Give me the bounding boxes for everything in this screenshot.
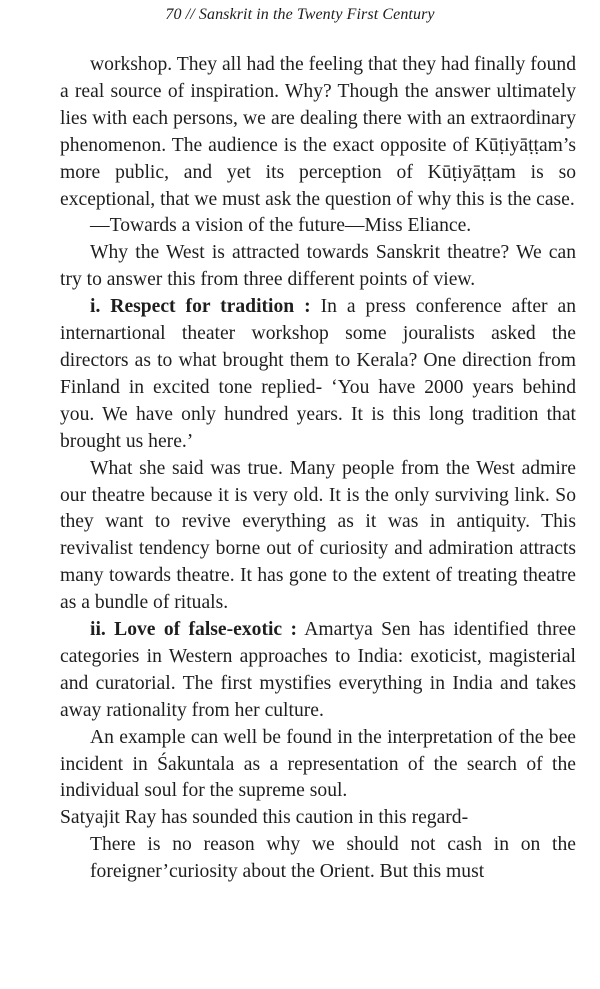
paragraph-question: Why the West is attracted towards Sanskrit theatre? We can try to answer this from three different points of view. — [60, 242, 576, 291]
paragraph-example: An example can well be found in the interpretation of the bee incident in Śakuntala as a representation of the search of the individual soul for the supreme soul. — [60, 726, 576, 802]
paragraph-respect-for-tradition — [60, 294, 576, 455]
paragraph-continuation: workshop. They all had the feeling that they had finally found a real source of inspiration. Why? Though the answer ultimately lies with each persons, we are dealing there with an extraordinary phenomenon. The audience is the exact opposite of Kūṭiyāṭṭam’s more public, and yet its perception of Kūṭiyāṭṭam is so exceptional, that we must ask the question of why this is the case. — [60, 54, 576, 210]
paragraph-false-exotic — [60, 617, 576, 725]
paragraph-attribution: —Towards a vision of the future—Miss Eliance. — [90, 215, 472, 237]
running-head: 70 // Sanskrit in the Twenty First Century — [165, 6, 435, 23]
section-heading-false-exotic: ii. Love of false-exotic : — [90, 619, 297, 641]
paragraph-respect-for-tradition-text: In a press conference after an internartional theater workshop some jouralists asked the directors as to what brought them to Kerala? One direction from Finland in excited tone replied- ‘You have 2000 years behind you. We have only hundred years. It is this long tradition that brought us here.’ — [60, 296, 577, 452]
paragraph-satyajit-ray: Satyajit Ray has sounded this caution in this regard- — [60, 807, 469, 829]
page-body — [60, 52, 576, 886]
section-heading-respect-for-tradition: i. Respect for tradition : — [90, 296, 311, 318]
paragraph-revivalist: What she said was true. Many people from the West admire our theatre because it is very old. It is the only surviving link. So they want to revive everything as it was in antiquity. This revivalist tendency borne out of curiosity and admiration attracts many towards theatre. It has gone to the extent of treating theatre as a bundle of rituals. — [60, 457, 576, 614]
block-quote: There is no reason why we should not cash in on the foreigner’curiosity about the Orient. But this must — [90, 834, 576, 883]
paragraph-false-exotic-text: Amartya Sen has identified three categories in Western approaches to India: exoticist, magisterial and curatorial. The first mystifies everything in India and takes away rationality from her culture. — [60, 619, 577, 721]
